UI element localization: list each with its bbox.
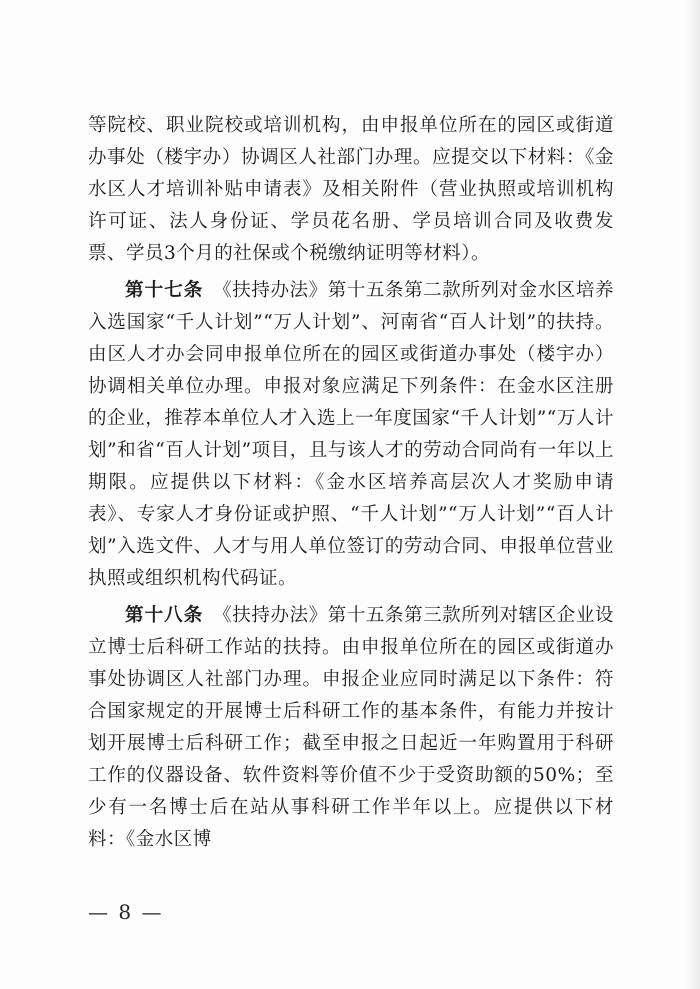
paragraph-continuation	[88, 110, 614, 270]
paragraph-text: 等院校、职业院校或培训机构，由申报单位所在的园区或街道办事处（楼宇办）协调区人社部门办理。应提交以下材料：《金水区人才培训补贴申请表》及相关附件（营业执照或培训机构许可证、法人身份证、学员花名册、学员培训合同及收费发票、学员3个月的社保或个税缴纳证明等材料）。	[88, 115, 614, 264]
scan-edge	[686, 0, 700, 989]
document-body	[88, 110, 614, 856]
article-number: 第十七条	[125, 280, 204, 301]
article-number: 第十八条	[125, 605, 204, 626]
paragraph-text: 《扶持办法》第十五条第三款所列对辖区企业设立博士后科研工作站的扶持。由申报单位所在的园区或街道办事处协调区人社部门办理。申报企业应同时满足以下条件：符合国家规定的开展博士后科研工作的基本条件，有能力并按计划开展博士后科研工作；截至申报之日起近一年购置用于科研工作的仪器设备、软件资料等价值不少于受资助额的50%；至少有一名博士后在站从事科研工作半年以上。应提供以下材料：《金水区博	[88, 605, 614, 850]
page-number: — 8 —	[88, 900, 164, 924]
paragraph-article-18	[88, 600, 614, 856]
paragraph-text: 《扶持办法》第十五条第二款所列对金水区培养入选国家“千人计划”“万人计划”、河南省“百人计划”的扶持。由区人才办会同申报单位所在的园区或街道办事处（楼宇办）协调相关单位办理。申报对象应满足下列条件：在金水区注册的企业，推荐本单位人才入选上一年度国家“千人计划”“万人计划”和省“百人计划”项目，且与该人才的劳动合同尚有一年以上期限。应提供以下材料：《金水区培养高层次人才奖励申请表》、专家人才身份证或护照、“千人计划”“万人计划”“百人计划”入选文件、人才与用人单位签订的劳动合同、申报单位营业执照或组织机构代码证。	[88, 280, 614, 589]
paragraph-article-17	[88, 275, 614, 595]
